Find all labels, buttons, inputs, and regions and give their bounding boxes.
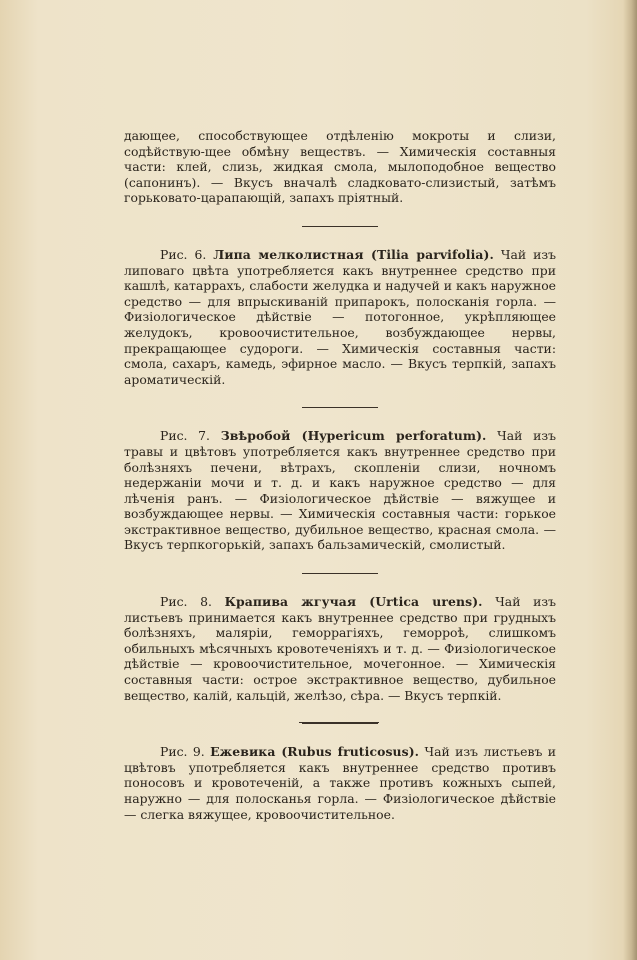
intro-paragraph (124, 128, 556, 206)
figure-number: Рис. 7. (160, 428, 210, 444)
page-body (124, 128, 556, 842)
entry-paragraph (124, 428, 556, 553)
entry-paragraph (124, 744, 556, 822)
intro-text: дающее, способствующее отдѣленію мокроты и слизи, содѣйствую-щее обмѣну веществъ. — Химическія составныя части: клей, слизь, жидкая смола, мылоподобное вещество (сапонинъ). — Вкусъ вначалѣ сладковато-слизистый, затѣмъ горьковато-царапающій, запахъ пріятный. (124, 128, 556, 206)
section-divider (302, 407, 378, 408)
entry-text: Чай изъ липоваго цвѣта употребляется какъ внутреннее средство при кашлѣ, катаррахъ, слабости желудка и надучей и какъ наружное средство — для впрыскиваній припарокъ, полосканія горла. — Физіологическое дѣйствіе — потогонное, укрѣпляющее желудокъ, кровоочистительное, возбуждающее нервы, прекращающее судороги. — Химическія составныя части: смола, сахаръ, камедь, эфирное масло. — Вкусъ терпкій, запахъ ароматическій. (124, 246, 556, 387)
figure-number: Рис. 9. (160, 744, 205, 760)
entry-paragraph (124, 594, 556, 703)
plant-title: Ежевика (Rubus fruticosus). (210, 744, 420, 760)
plant-title: Звѣробой (Hypericum perforatum). (220, 428, 487, 444)
entry-text: Чай изъ листьевъ принимается какъ внутреннее средство при грудныхъ болѣзняхъ, маляріи, геморрагіяхъ, геморроѣ, слишкомъ обильныхъ мѣсячныхъ кровотеченіяхъ и т. д. — Физіологическое дѣйствіе — кровоочистительное, мочегонное. — Химическія составныя части: острое экстрактивное вещество, дубильное вещество, калій, кальцій, желѣзо, сѣра. — Вкусъ терпкій. (124, 594, 556, 703)
entry-fig-9 (124, 744, 556, 822)
page-edge-shadow (623, 0, 637, 960)
entry-fig-8 (124, 594, 556, 703)
entry-text: Чай изъ листьевъ и цвѣтовъ употребляется какъ внутреннее средство противъ поносовъ и кровотеченій, а также противъ кожныхъ сыпей, наружно — для полосканья горла. — Физіологическое дѣйствіе — слегка вяжущее, кровоочистительное. (124, 744, 556, 822)
entry-text: Чай изъ травы и цвѣтовъ употребляется какъ внутреннее средство при болѣзняхъ печени, вѣтрахъ, скопленіи слизи, ночномъ недержаніи мочи и т. д. и какъ наружное средство — для лѣченія ранъ. — Физіологическое дѣйствіе — вяжущее и возбуждающее нервы. — Химическія составныя части: горькое экстрактивное вещество, дубильное вещество, красная смола. — Вкусъ терпкогорькій, запахъ бальзамическій, смолистый. (124, 428, 556, 553)
figure-number: Рис. 6. (160, 246, 207, 262)
plant-title: Крапива жгучая (Urtica urens). (224, 594, 483, 610)
entry-fig-6 (124, 247, 556, 387)
section-divider (302, 226, 378, 227)
section-divider (302, 723, 378, 724)
end-divider (299, 722, 379, 723)
figure-number: Рис. 8. (160, 594, 212, 610)
plant-title: Липа мелколистная (Tilia parvifolia). (213, 246, 494, 262)
entry-fig-7 (124, 428, 556, 553)
entry-paragraph (124, 247, 556, 387)
section-divider (302, 573, 378, 574)
